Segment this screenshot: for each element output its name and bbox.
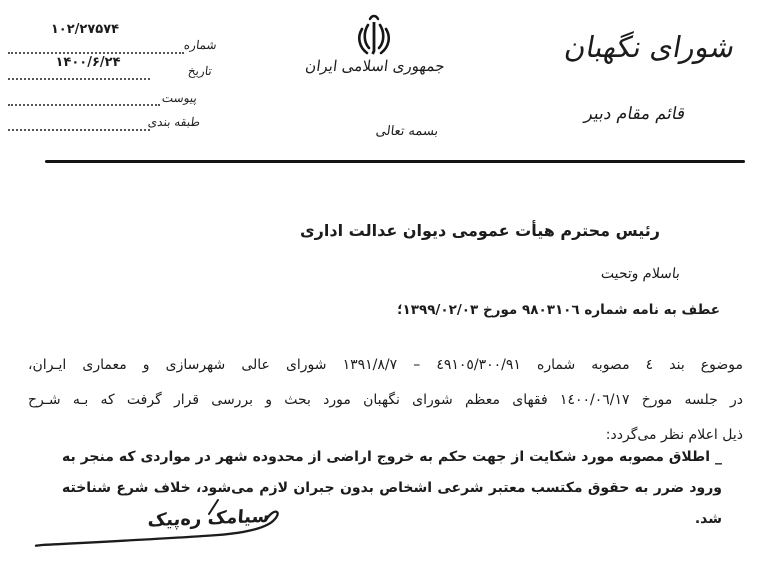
ref-classification-label: طبقه بندی (147, 115, 202, 129)
ref-number-label: شماره (183, 38, 218, 52)
header-divider-line (45, 160, 745, 163)
ref-date-label: تاریخ (187, 64, 213, 78)
ruling-line: ورود ضرر به حقوق مکتسب معتبر شرعی اشخاص بدون جبران لازم می‌شود، خلاف شرع شناخته شد. (62, 480, 722, 527)
ref-number-dotted-line (8, 52, 184, 54)
ruling-line: _ اطلاق مصوبه مورد شکایت از جهت حکم به خروج اراضی از محدوده شهر در مواردی که منجر به (62, 449, 722, 465)
organization-calligraphy: شورای نگهبان (562, 30, 738, 64)
paragraph-line: ذیل اعلام نظر می‌گردد: (605, 427, 743, 443)
salutation-text: باسلام وتحیت (599, 266, 681, 282)
reference-line: عطف به نامه شماره ٩٨٠٣١٠٦ مورخ ١٣٩٩/٠٢/٠٣؛ (397, 302, 720, 318)
body-paragraph (28, 348, 743, 453)
ref-number-value: ۱۰۲/۲۷۵۷۴ (50, 22, 120, 37)
paragraph-line: در جلسه مورخ ١٤٠٠/٠٦/١٧ فقهای معظم شورای نگهبان مورد بحث و بررسی قرار گرفت که بـه شـرح (28, 392, 743, 408)
addressee-heading: رئیس محترم هیأت عمومی دیوان عدالت اداری (300, 221, 660, 240)
ref-date-value: ۱۴۰۰/۶/۲۴ (55, 55, 121, 70)
bismillah-text: بسمه تعالی (374, 124, 440, 139)
ref-attachment-label: پیوست (161, 91, 198, 105)
ref-date-dotted-line (8, 78, 150, 80)
paragraph-line: موضوع بند ٤ مصوبه شماره ٤٩١٠٥/٣٠٠/٩١ – ١٣٩١/٨/٧ شورای عالی شهرسازی و معماری ایـران، (28, 357, 743, 373)
ref-attachment-dotted-line (8, 104, 160, 106)
country-name: جمهوری اسلامی ایران (304, 57, 446, 75)
signature-name: سیامک ره‌پیک (147, 505, 271, 532)
iran-national-emblem-icon (352, 13, 396, 59)
signer-title: قائم مقام دبیر (583, 104, 687, 124)
ref-classification-dotted-line (8, 129, 150, 131)
